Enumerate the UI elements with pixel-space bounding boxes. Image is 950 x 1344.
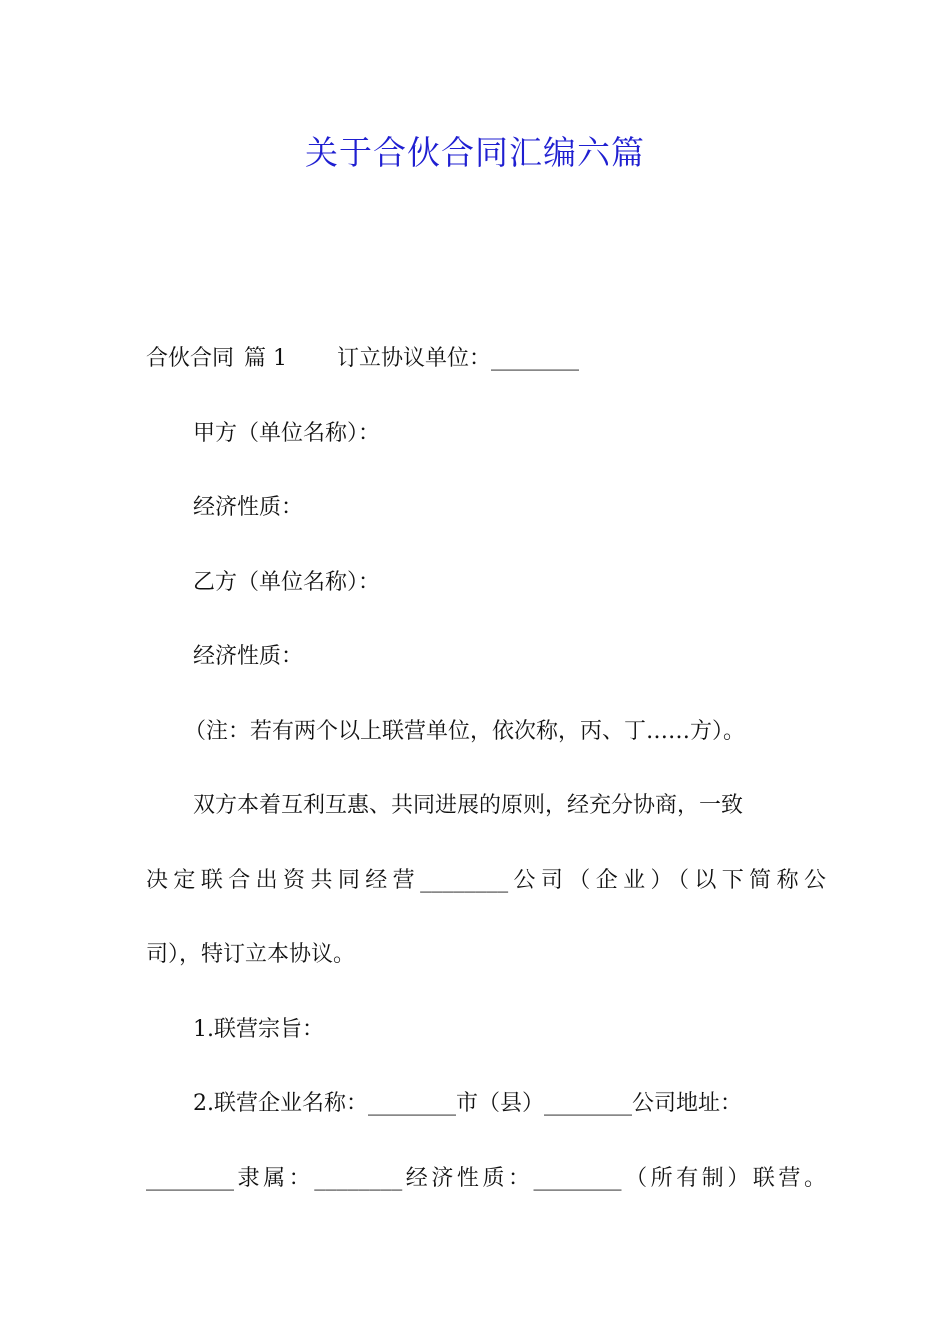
item-2-line-2: ________隶属：________经济性质：________（所有制）联营。 bbox=[146, 1165, 826, 1191]
section-part: 篇 1 bbox=[244, 346, 288, 371]
signing-label: 订立协议单位：________ bbox=[337, 346, 580, 371]
paragraph-line-1: 双方本着互利互惠、共同进展的原则，经充分协商，一致 bbox=[193, 793, 744, 818]
paragraph-line-2: 决定联合出资共同经营________公司（企业）（以下简称公 bbox=[146, 867, 826, 893]
paragraph-line-3: 司），特订立本协议。 bbox=[146, 942, 356, 967]
section-heading: 合伙合同 bbox=[146, 346, 235, 371]
party-a-line: 甲方（单位名称）： bbox=[193, 420, 381, 446]
item-2-line-1: 2.联营企业名称：________市（县）________公司地址： bbox=[193, 1091, 742, 1116]
party-a-nature-line: 经济性质： bbox=[193, 495, 304, 520]
note-line: （注：若有两个以上联营单位，依次称，丙、丁……方）。 bbox=[184, 718, 746, 744]
party-b-nature-line: 经济性质： bbox=[193, 644, 304, 669]
party-b-line: 乙方（单位名称）： bbox=[193, 569, 381, 595]
section-heading-line bbox=[146, 334, 826, 409]
document-body bbox=[146, 334, 826, 1228]
item-1-line: 1.联营宗旨： bbox=[193, 1016, 324, 1042]
document-title: 关于合伙合同汇编六篇 bbox=[305, 133, 645, 172]
